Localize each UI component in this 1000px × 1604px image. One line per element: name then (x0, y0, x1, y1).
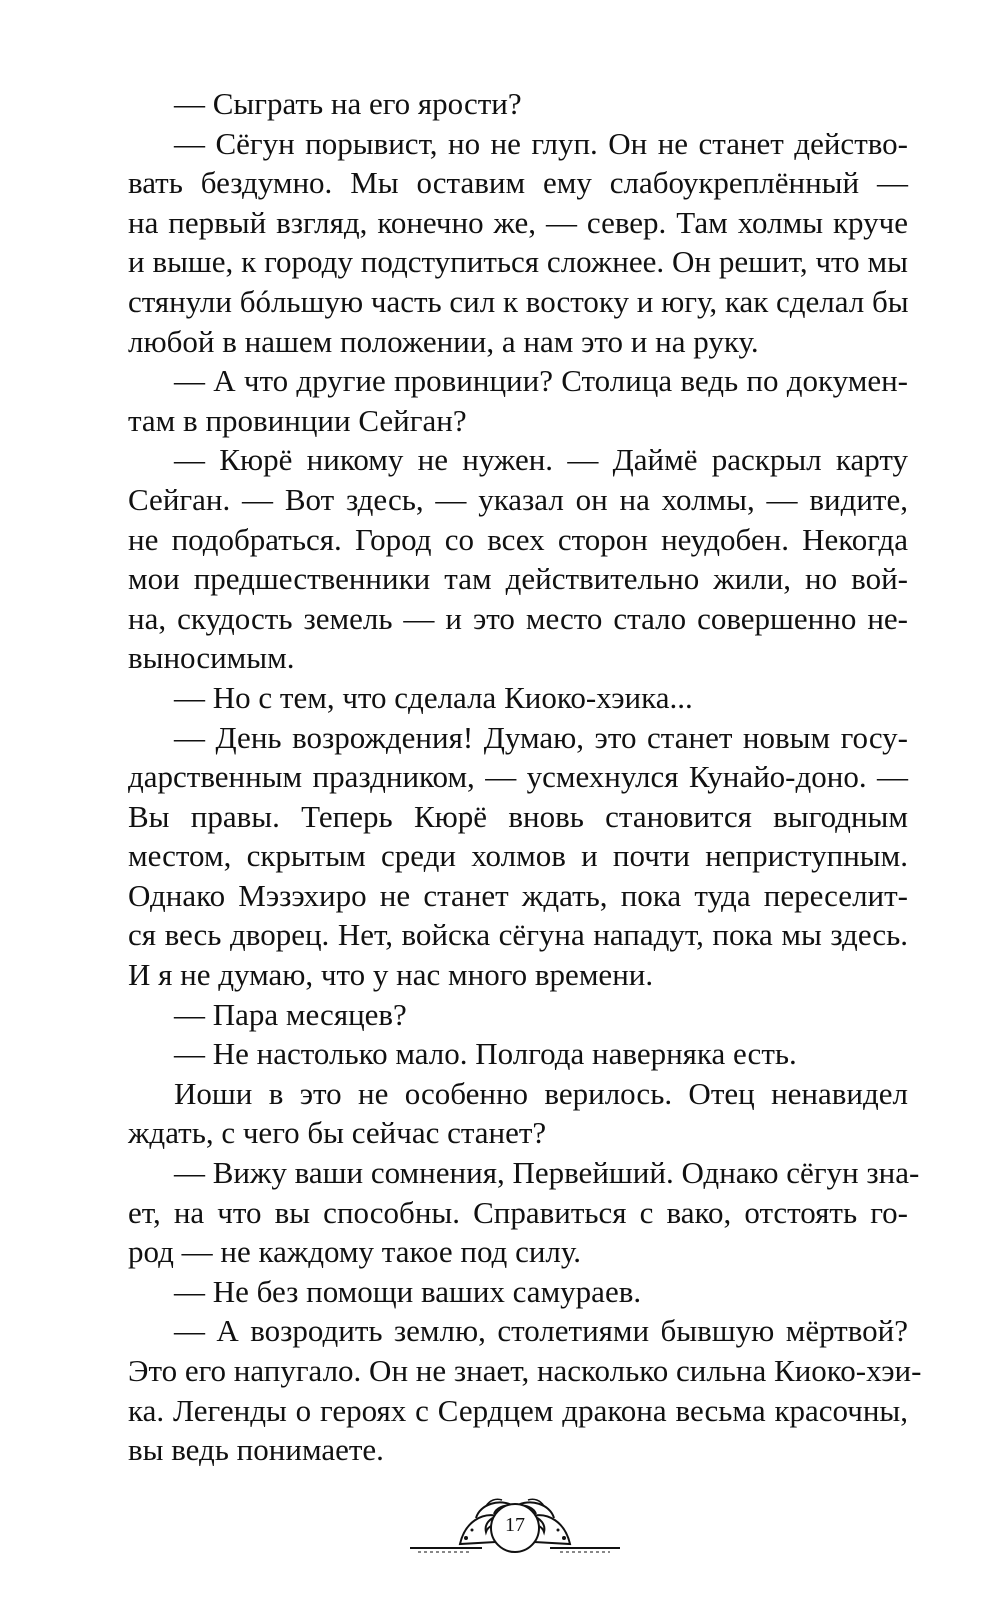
text-line: вы ведь понимаете. (128, 1432, 384, 1468)
text-line: — Не настолько мало. Полгода наверняка есть. (174, 1036, 797, 1072)
text-line: — А возродить землю, столетиями бывшую мёртвой? (174, 1313, 908, 1349)
text-line: — Сёгун порывист, но не глуп. Он не станет действо- (174, 125, 908, 161)
text-line: там в провинции Сейган? (128, 402, 467, 438)
text-line: Однако Мэзэхиро не станет ждать, пока туда переселит- (128, 877, 908, 913)
text-line: на, скудость земель — и это место стало совершенно не- (128, 600, 908, 636)
text-line: — А что другие провинции? Столица ведь по докумен- (174, 363, 908, 399)
text-line: род — не каждому такое под силу. (128, 1234, 582, 1270)
text-line: ет, на что вы способны. Справиться с вако, отстоять го- (128, 1194, 908, 1230)
text-line: И я не думаю, что у нас много времени. (128, 957, 654, 993)
text-line: ка. Легенды о героях с Сердцем дракона весьма красочны, (128, 1392, 908, 1428)
text-line: Сейган. — Вот здесь, — указал он на холмы, — видите, (128, 481, 908, 517)
text-line: Это его напугало. Он не знает, насколько сильна Киоко-хэи- (128, 1353, 922, 1388)
text-line: — Вижу ваши сомнения, Первейший. Однако сёгун зна- (174, 1155, 920, 1191)
text-line: — Но с тем, что сделала Киоко-хэика... (174, 679, 693, 715)
text-line: стянули бóльшую часть сил к востоку и югу, как сделал бы (128, 283, 909, 319)
text-line: Вы правы. Теперь Кюрё вновь становится выгодным (128, 798, 908, 834)
text-line: мои предшественники там действительно жили, но вой- (128, 561, 908, 597)
text-line: и выше, к городу подступиться сложнее. Он решит, что мы (128, 244, 908, 280)
text-line: не подобраться. Город со всех сторон неудобен. Некогда (128, 521, 908, 557)
text-line: дарственным праздником, — усмехнулся Кунайо-доно. — (128, 759, 908, 795)
text-line: — Кюрё никому не нужен. — Даймё раскрыл карту (174, 442, 908, 478)
text-line: Иоши в это не особенно верилось. Отец ненавидел (174, 1075, 908, 1111)
text-line: — Сыграть на его ярости? (174, 86, 522, 121)
text-line: ся весь дворец. Нет, войска сёгуна нападут, пока мы здесь. (128, 917, 908, 953)
text-line: выносимым. (128, 640, 295, 676)
text-line: ждать, с чего бы сейчас станет? (128, 1115, 547, 1151)
text-line: на первый взгляд, конечно же, — север. Там холмы круче (128, 204, 908, 240)
page-number: 17 (505, 1514, 525, 1536)
body-text (128, 84, 922, 1470)
text-line: — Не без помощи ваших самураев. (174, 1273, 642, 1309)
page-footer (410, 1482, 620, 1562)
text-line: — День возрождения! Думаю, это станет новым госу- (174, 719, 908, 755)
text-line: любой в нашем положении, а нам это и на руку. (128, 323, 759, 359)
text-line: вать бездумно. Мы оставим ему слабоукреплённый — (128, 165, 908, 201)
text-line: местом, скрытым среди холмов и почти неприступным. (128, 838, 908, 874)
text-line: — Пара месяцев? (174, 996, 407, 1032)
